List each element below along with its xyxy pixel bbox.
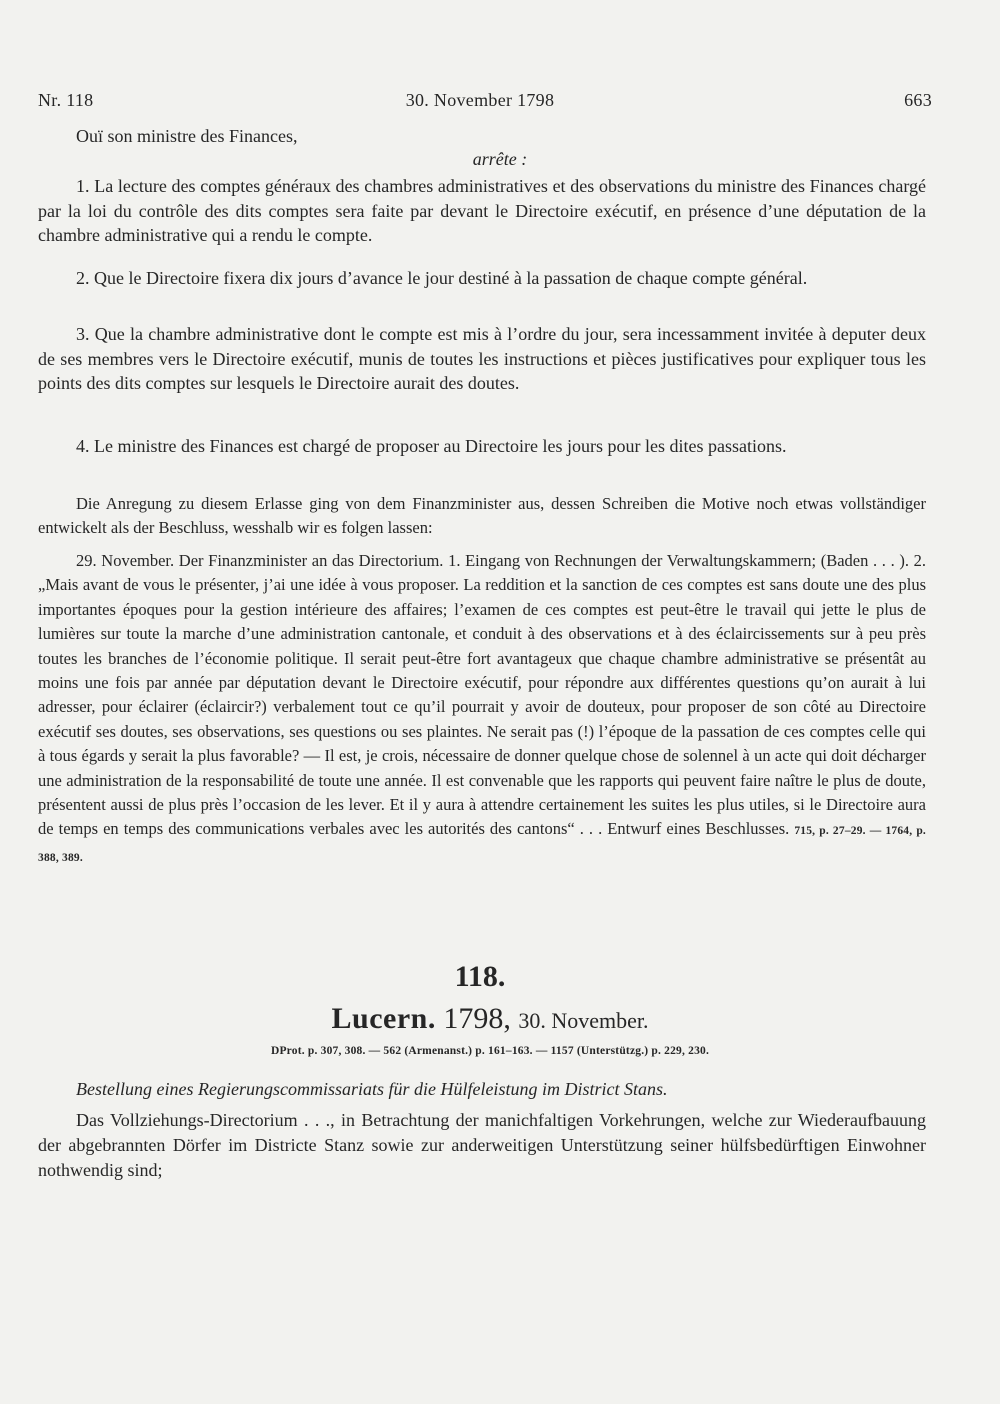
note-intro: [38, 492, 926, 541]
note-intro-text: Die Anregung zu diesem Erlasse ging von dem Finanzminister aus, dessen Schreiben die Motive noch etwas vollständiger entwickelt als der Beschluss, wesshalb wir es folgen lassen:: [38, 494, 926, 538]
arrete-heading: arrête :: [472, 149, 528, 169]
page-number: 663: [904, 90, 932, 110]
document-title: Bestellung eines Regierungscommissariats für die Hülfeleistung im District Stans.: [76, 1079, 668, 1099]
intro-line: Ouï son ministre des Finances,: [76, 126, 298, 146]
document-references: DProt. p. 307, 308. — 562 (Armenanst.) p. 161–163. — 1157 (Unterstützg.) p. 229, 230.: [270, 1045, 710, 1057]
document-date: 30. November.: [518, 1008, 649, 1033]
article-2: [38, 266, 926, 291]
article-4-text: 4. Le ministre des Finances est chargé de proposer au Directoire les jours pour les dites passations.: [76, 436, 787, 456]
document-place: Lucern.: [331, 1002, 436, 1035]
note-body-text: 29. November. Der Finanzminister an das Directorium. 1. Eingang von Rechnungen der Verwaltungskammern; (Baden . . . ). 2. „Mais avant de vous le présenter, j’ai une idée à vous proposer. La reddition et la sanction de ces comptes est sans doute une des plus importantes époques pour la gestion intérieure des affaires; l’examen de ces comptes est peut-être le travail qui jette le plus de lumières sur toute la marche d’une administration cantonale, et conduit à des observations et à des éclaircissements sur à peu près toutes les branches de l’économie politique. Il serait peut-être fort avantageux que chaque chambre administrative se présentât au moins une fois par année par députation devant le Directoire exécutif, pour répondre aux différentes questions qu’on aurait à lui adresser, pour éclairer (éclaircir?) verbalement tout ce qu’il pourrait y avoir de douteux, pour proposer de son côté au Directoire exécutif ses doutes, ses observations, ses questions ou ses plaintes. Ne serait pas (!) l’époque de la passation de ces comptes celle qui à tous égards y serait la plus favorable? — Il est, je crois, nécessaire de donner quelque chose de solennel à un acte qui doit décharger une administration de la responsabilité de toute une année. Il est convenable que les rapports qui peuvent faire naître le plus de doute, présentent aussi de plus près l’occasion de les lever. Et il y aura à attendre certainement les suites les plus utiles, si le Directoire aura de temps en temps des communications verbales avec les autorités des cantons“ . . . Entwurf eines Beschlusses.: [38, 551, 926, 839]
note-source: 715, p. 27–29. — 1764, p. 388, 389.: [38, 825, 927, 864]
article-2-text: 2. Que le Directoire fixera dix jours d’avance le jour destiné à la passation de chaque compte général.: [76, 268, 808, 288]
article-3: [38, 322, 926, 396]
running-header-number: Nr. 118: [38, 90, 94, 110]
document-year: 1798,: [443, 1002, 511, 1035]
note-body: [38, 549, 926, 870]
document-number: 118.: [454, 960, 506, 993]
note-body-paragraph: [38, 549, 926, 870]
article-3-text: 3. Que la chambre administrative dont le compte est mis à l’ordre du jour, sera incessamment invitée à deputer deux de ses membres vers le Directoire exécutif, munis de toutes les instructions et pièces justificatives pour expliquer tous les points des dits comptes sur lesquels le Directoire aurait des doutes.: [38, 324, 926, 393]
document-text: [38, 1108, 926, 1183]
document-place-date: [0, 1002, 980, 1036]
running-header-date: 30. November 1798: [405, 90, 555, 110]
document-text-paragraph: Das Vollziehungs-Directorium . . ., in Betrachtung der manichfaltigen Vorkehrungen, welche zur Wiederaufbauung der abgebrannten Dörfer im Districte Stanz sowie zur anderweitigen Unterstützung seiner hülfsbedürftigen Einwohner nothwendig sind;: [38, 1110, 926, 1180]
article-4: [38, 434, 926, 459]
article-1-text: 1. La lecture des comptes généraux des chambres administratives et des observations du ministre des Finances chargé par la loi du contrôle des dits comptes sera faite par devant le Directoire exécutif, en présence d’une députation de la chambre administrative qui a rendu le compte.: [38, 176, 926, 245]
article-1: [38, 174, 926, 248]
